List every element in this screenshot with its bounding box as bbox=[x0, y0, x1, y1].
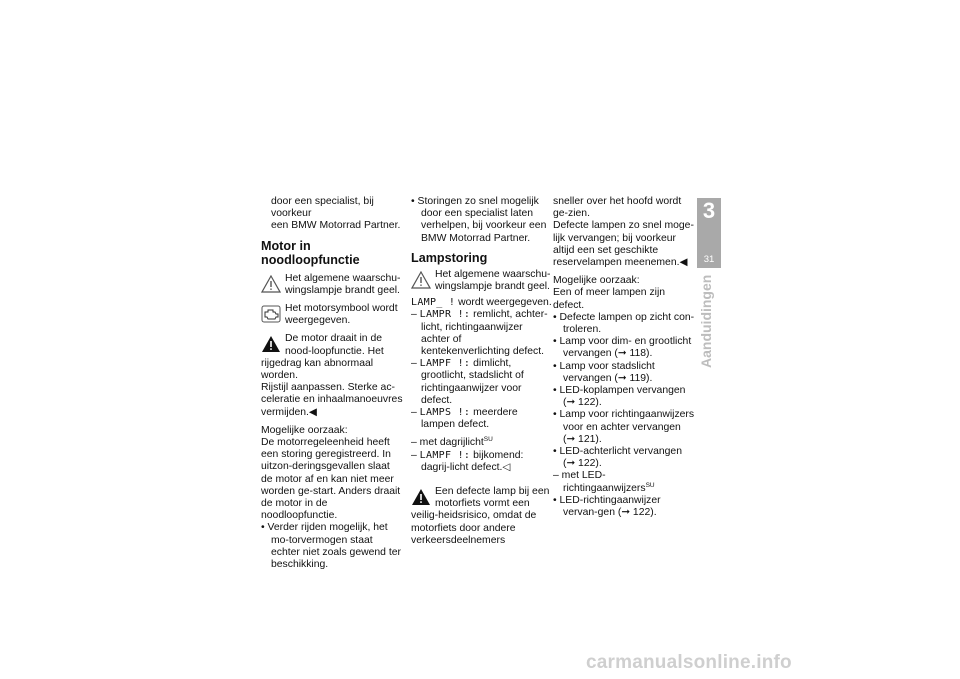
list-item: • Storingen zo snel mogelijk door een specialist laten verhelpen, bij voorkeur een BMW Motorrad Partner. bbox=[411, 196, 553, 245]
engine-icon bbox=[261, 305, 281, 323]
caution-text: Een defecte lamp bij een motorfiets vormt een veilig-heidsrisico, omdat de motorfiets door andere verkeersdeelnemers bbox=[411, 486, 550, 546]
section-side-label: Aanduidingen bbox=[698, 274, 714, 368]
advice-text: Rijstijl aanpassen. Sterke ac-celeratie en inhaalmanoeuvres vermijden.◀ bbox=[261, 382, 403, 418]
intro-line-2: een BMW Motorrad Partner. bbox=[271, 220, 401, 232]
caution-text: De motor draait in de nood-loopfunctie. Het rijgedrag kan abnormaal worden. bbox=[261, 333, 384, 382]
list-item: • LED-koplampen vervangen (➞ 122). bbox=[553, 385, 695, 409]
list-item: – LAMPR !: remlicht, achter-licht, richtingaanwijzer achter of kentekenverlichting defect. bbox=[411, 309, 553, 358]
page-number: 31 bbox=[703, 254, 715, 265]
caution-icon bbox=[261, 335, 281, 353]
section-heading-noodloop: Motor in noodloopfunctie bbox=[261, 238, 360, 267]
list-item: • Lamp voor dim- en grootlicht vervangen (➞ 118). bbox=[553, 336, 695, 360]
list-item: • Lamp voor richtingaanwijzers voor en achter vervangen (➞ 121). bbox=[553, 409, 695, 446]
option-label: – met LED-richtingaanwijzers$^{SU}$ bbox=[553, 470, 695, 494]
warning-triangle-icon bbox=[261, 275, 281, 293]
caution-icon bbox=[411, 488, 431, 506]
option-label: – met dagrijlicht$^{SU}$ bbox=[411, 437, 553, 449]
warning-triangle-icon bbox=[411, 271, 431, 289]
warning-lamp-text: Het algemene waarschu-wingslampje brandt geel. bbox=[435, 268, 551, 293]
display-text: wordt weergegeven. bbox=[458, 297, 552, 309]
engine-symbol-text: Het motorsymbool wordt weergegeven. bbox=[285, 303, 398, 327]
list-item: • Verder rijden mogelijk, het mo-torvermogen staat echter niet zoals gewend ter beschikking. bbox=[261, 522, 403, 571]
column-1 bbox=[261, 196, 403, 571]
cause-label: Mogelijke oorzaak: bbox=[553, 275, 640, 287]
list-item: – LAMPF !: dimlicht, grootlicht, stadslicht of richtingaanwijzer voor defect. bbox=[411, 358, 553, 407]
cause-text: De motorregeleenheid heeft een storing geregistreerd. In uitzon-deringsgevallen slaat de motor af en kan niet meer worden ge-start. Anders draait de motor in de noodloopfunctie. bbox=[261, 437, 401, 522]
continued-text: sneller over het hoofd wordt ge-zien. bbox=[553, 196, 682, 220]
column-2 bbox=[411, 196, 553, 547]
cause-text: Een of meer lampen zijn defect. bbox=[553, 287, 666, 311]
list-item: • Lamp voor stadslicht vervangen (➞ 119). bbox=[553, 361, 695, 385]
list-item: – LAMPF !: bijkomend: dagrij-licht defect.◁ bbox=[411, 450, 553, 474]
cause-label: Mogelijke oorzaak: bbox=[261, 424, 348, 436]
list-item: • LED-richtingaanwijzer vervan-gen (➞ 122). bbox=[553, 495, 695, 519]
warning-lamp-text: Het algemene waarschu-wingslampje brandt geel. bbox=[285, 272, 401, 296]
section-heading-lampstoring: Lampstoring bbox=[411, 250, 488, 265]
watermark: carmanualsonline.info bbox=[586, 652, 792, 673]
display-code: LAMP_ ! bbox=[411, 297, 456, 309]
list-item: • LED-achterlicht vervangen (➞ 122). bbox=[553, 446, 695, 470]
chapter-number: 3 bbox=[702, 198, 716, 223]
list-item: • Defecte lampen op zicht con-troleren. bbox=[553, 312, 695, 336]
list-item: – LAMPS !: meerdere lampen defect. bbox=[411, 407, 553, 431]
advice-text: Defecte lampen zo snel moge-lijk vervangen; bij voorkeur altijd een set geschikte reservelampen meenemen.◀ bbox=[553, 220, 694, 269]
intro-line-1: door een specialist, bij voorkeur bbox=[271, 196, 374, 220]
column-3 bbox=[553, 196, 695, 519]
